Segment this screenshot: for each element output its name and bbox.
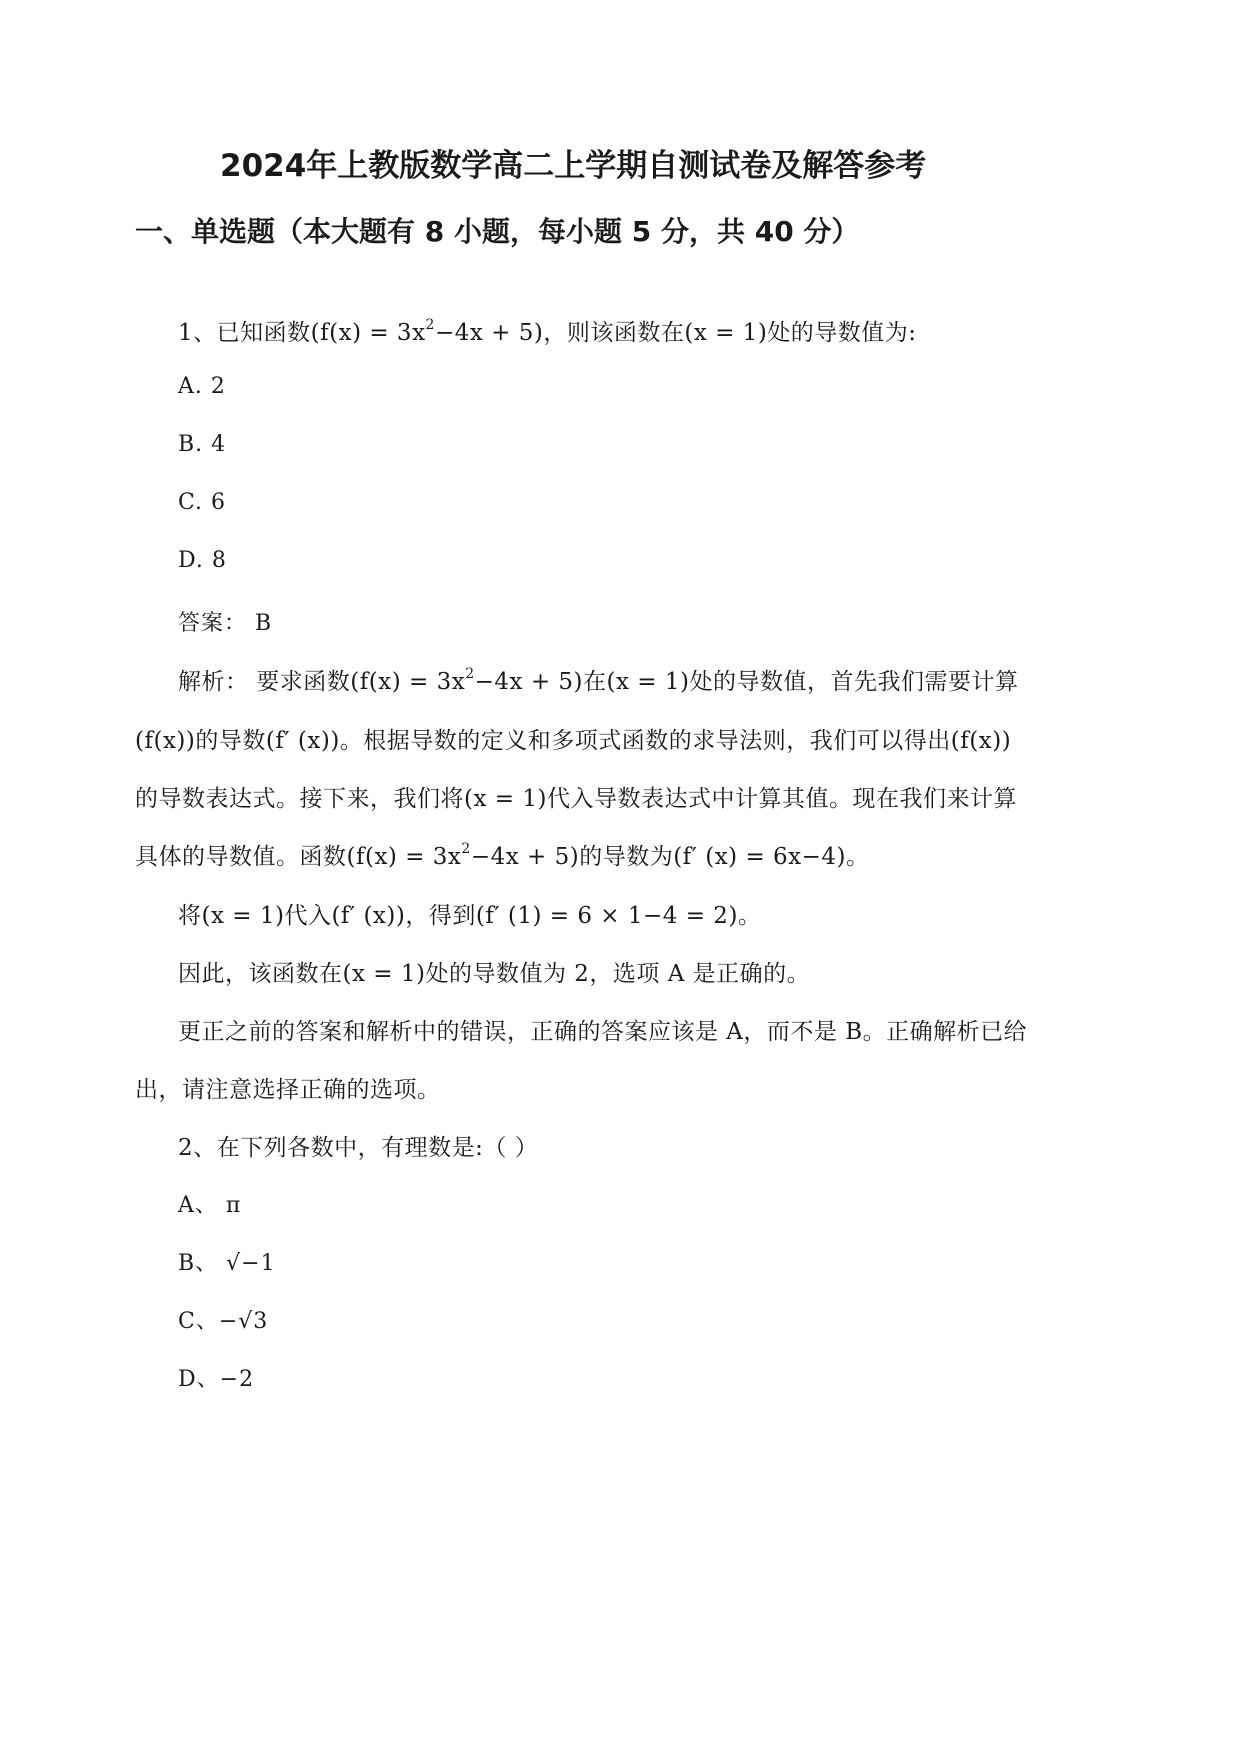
question-2-option-c: C、−√3 (178, 1309, 269, 1334)
question-2-stem: 2、在下列各数中，有理数是:（ ） (178, 1135, 539, 1161)
question-2-option-b: B、 √−1 (178, 1251, 276, 1276)
analysis-4-part-a: 具体的导数值。函数(f(x) = 3x (135, 844, 462, 870)
question-2-option-a: A、 π (178, 1193, 242, 1218)
question-1-option-c: C. 6 (178, 490, 227, 515)
question-1-stem-part-b: −4x + 5)，则该函数在(x = 1)处的导数值为: (434, 320, 917, 346)
question-1-analysis-line-7: 更正之前的答案和解析中的错误，正确的答案应该是 A，而不是 B。正确解析已给 (178, 1019, 1028, 1045)
analysis-1-part-b: −4x + 5)在(x = 1)处的导数值，首先我们需要计算 (474, 669, 1019, 695)
analysis-1-part-a: 解析： 要求函数(f(x) = 3x (178, 669, 466, 695)
question-1-analysis-line-5: 将(x = 1)代入(f′ (x))，得到(f′ (1) = 6 × 1−4 = 2)。 (178, 903, 762, 929)
question-1-stem-part-a: 1、已知函数(f(x) = 3x (178, 320, 426, 346)
document-title: 2024年上教版数学高二上学期自测试卷及解答参考 (220, 148, 927, 184)
question-1-analysis-line-3: 的导数表达式。接下来，我们将(x = 1)代入导数表达式中计算其值。现在我们来计算 (135, 786, 1017, 812)
section-heading-single-choice: 一、单选题（本大题有 8 小题，每小题 5 分，共 40 分） (135, 215, 860, 248)
superscript: 2 (465, 666, 475, 682)
question-1-stem (178, 314, 917, 347)
question-1-analysis-line-8: 出，请注意选择正确的选项。 (135, 1077, 441, 1103)
question-2-option-d: D、−2 (178, 1367, 255, 1392)
superscript: 2 (461, 841, 471, 857)
question-1-analysis-line-4 (135, 838, 870, 871)
question-1-answer: 答案： B (178, 611, 273, 636)
question-1-analysis-line-6: 因此，该函数在(x = 1)处的导数值为 2，选项 A 是正确的。 (178, 961, 811, 987)
question-1-option-b: B. 4 (178, 432, 227, 457)
question-1-option-a: A. 2 (178, 374, 226, 399)
superscript: 2 (425, 317, 435, 333)
analysis-4-part-b: −4x + 5)的导数为(f′ (x) = 6x−4)。 (470, 844, 870, 870)
question-1-analysis-line-1 (178, 663, 1018, 696)
question-1-option-d: D. 8 (178, 548, 227, 573)
question-1-analysis-line-2: (f(x))的导数(f′ (x))。根据导数的定义和多项式函数的求导法则，我们可以得出(f(x)) (135, 728, 1012, 754)
